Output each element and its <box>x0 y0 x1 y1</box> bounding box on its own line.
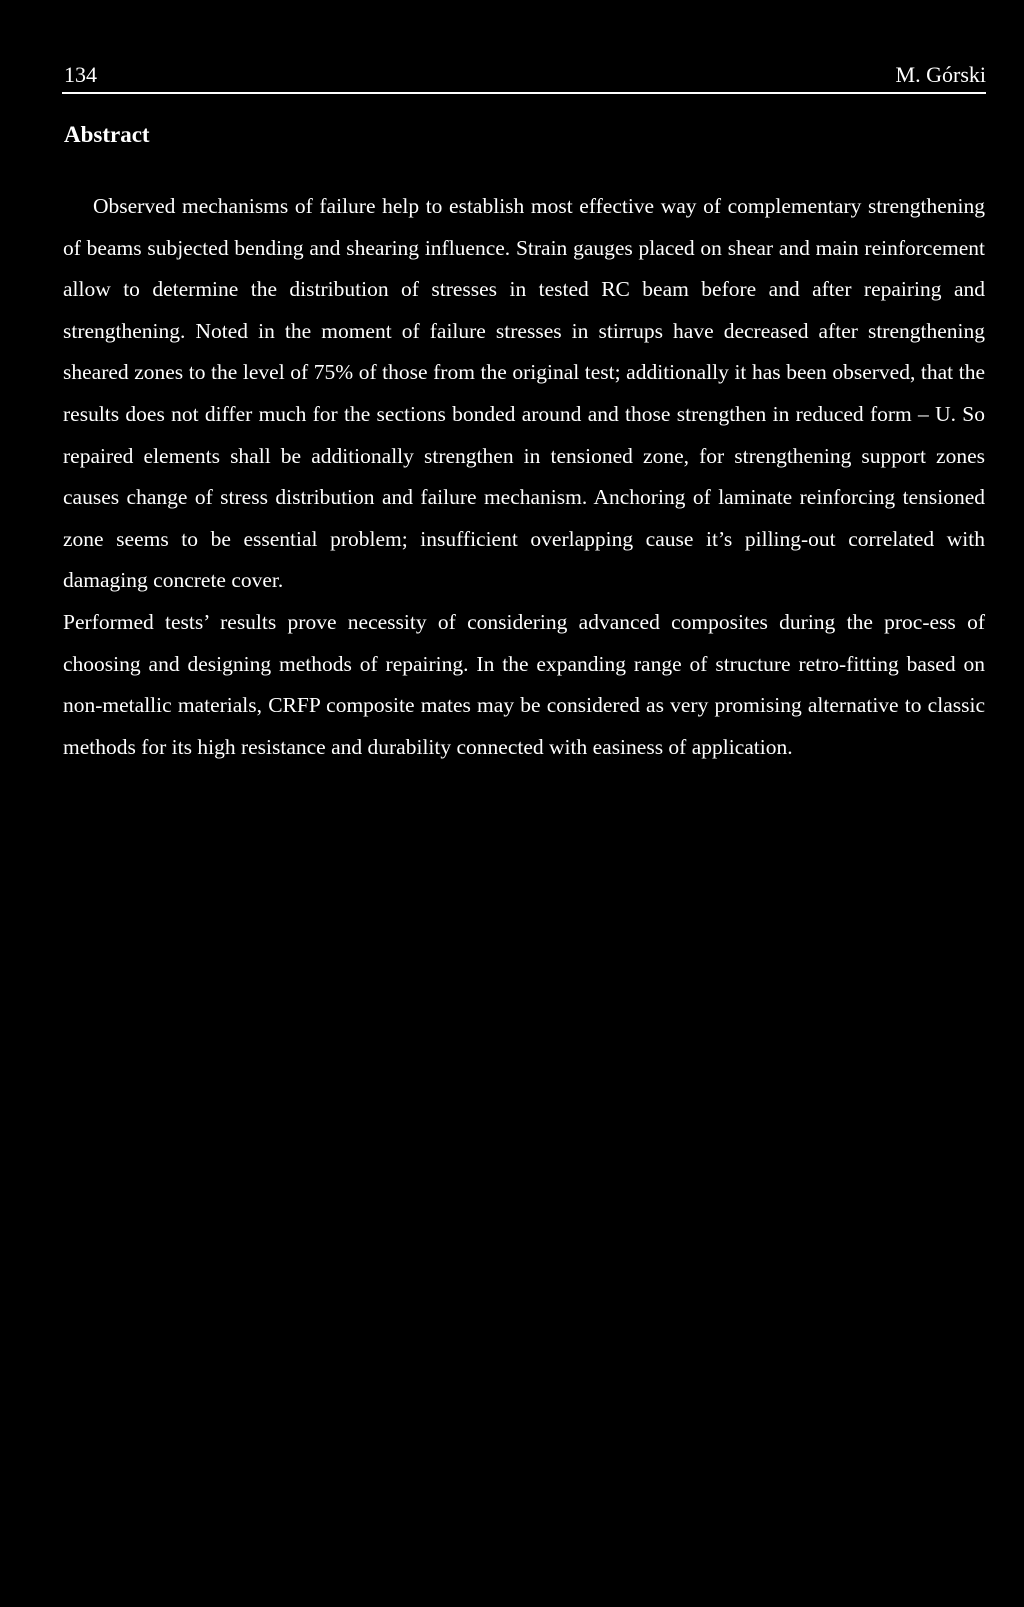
abstract-body <box>63 186 985 768</box>
running-head <box>62 58 986 94</box>
abstract-paragraph: Performed tests’ results prove necessity of considering advanced composites during the proc-ess of choosing and designing methods of repairing. In the expanding range of structure retro-fitting based on non-metallic materials, CRFP composite mates may be considered as very promising alternative to classic methods for its high resistance and durability connected with easiness of application. <box>63 609 985 759</box>
page-number: 134 <box>64 62 97 87</box>
abstract-paragraph: Observed mechanisms of failure help to establish most effective way of complementary strengthening of beams subjected bending and shearing influence. Strain gauges placed on shear and main reinforcement allow to determine the distribution of stresses in tested RC beam before and after repairing and strengthening. Noted in the moment of failure stresses in stirrups have decreased after strengthening sheared zones to the level of 75% of those from the original test; additionally it has been observed, that the results does not differ much for the sections bonded around and those strengthen in reduced form – U. So repaired elements shall be additionally strengthen in tensioned zone, for strengthening support zones causes change of stress distribution and failure mechanism. Anchoring of laminate reinforcing tensioned zone seems to be essential problem; insufficient overlapping cause it’s pilling-out correlated with damaging concrete cover. <box>63 194 985 593</box>
abstract-heading: Abstract <box>64 122 150 147</box>
running-head-author: M. Górski <box>895 62 986 87</box>
